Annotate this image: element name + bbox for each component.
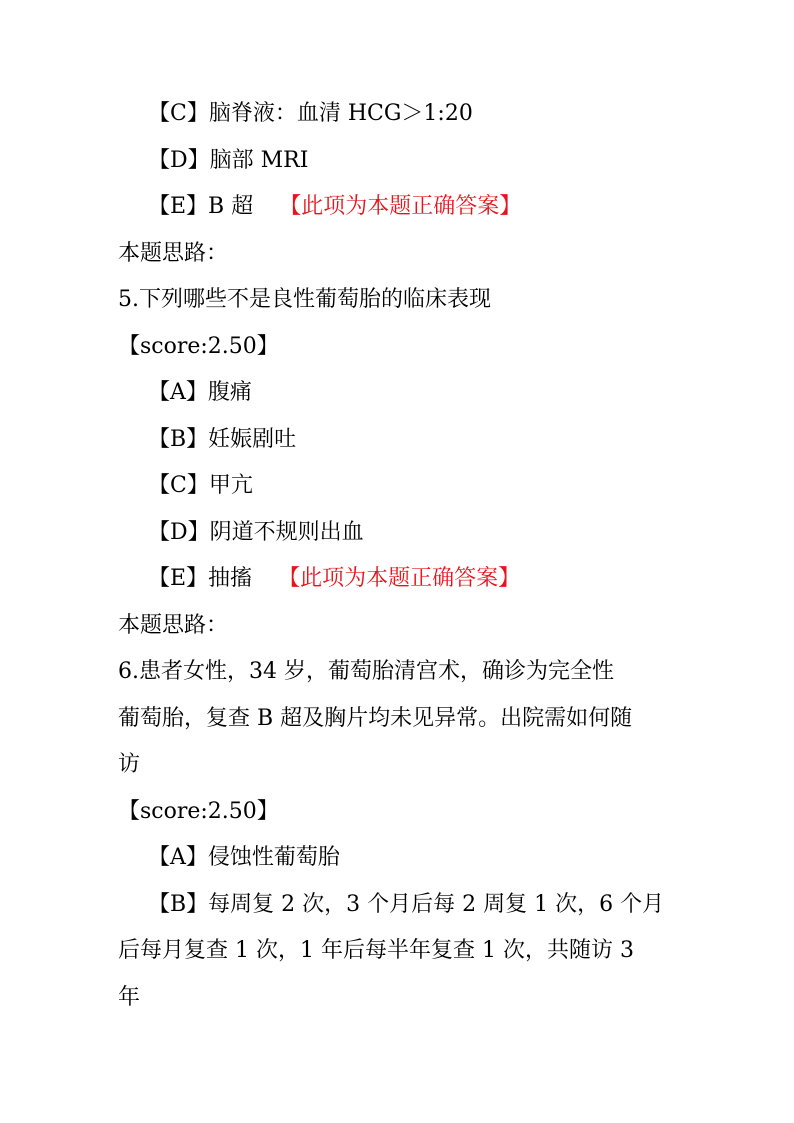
q5-option-c: 【C】甲亢 (148, 473, 253, 498)
q4-option-e-text: 【E】B 超 (148, 194, 254, 219)
q6-option-b-line-1: 【B】每周复 2 次，3 个月后每 2 周复 1 次，6 个月 (148, 892, 665, 917)
q6-stem-line-2: 葡萄胎，复查 B 超及胸片均未见异常。出院需如何随 (118, 706, 633, 731)
q6-option-a: 【A】侵蚀性葡萄胎 (148, 845, 340, 870)
q6-stem-line-3: 访 (118, 752, 141, 777)
q4-option-d: 【D】脑部 MRI (148, 148, 309, 173)
q5-option-a: 【A】腹痛 (148, 380, 252, 405)
q5-option-e-text: 【E】抽搐 (148, 566, 253, 591)
q4-analysis-label: 本题思路： (118, 241, 229, 266)
q4-option-e (148, 192, 521, 222)
q6-stem-line-1: 6.患者女性，34 岁，葡萄胎清宫术，确诊为完全性 (118, 659, 614, 684)
q5-option-b: 【B】妊娠剧吐 (148, 427, 297, 452)
q5-score: 【score:2.50】 (118, 334, 279, 359)
q6-score: 【score:2.50】 (118, 799, 279, 824)
q4-correct-answer-marker: 【此项为本题正确答案】 (279, 194, 522, 219)
q5-correct-answer-marker: 【此项为本题正确答案】 (278, 566, 521, 591)
q5-stem: 5.下列哪些不是良性葡萄胎的临床表现 (118, 287, 491, 312)
q5-analysis-label: 本题思路： (118, 613, 229, 638)
q6-option-b-line-3: 年 (118, 985, 141, 1010)
q4-option-c: 【C】脑脊液：血清 HCG＞1:20 (148, 101, 473, 126)
q5-option-e (148, 564, 520, 594)
q6-option-b-line-2: 后每月复查 1 次，1 年后每半年复查 1 次，共随访 3 (118, 938, 634, 963)
q5-option-d: 【D】阴道不规则出血 (148, 520, 364, 545)
